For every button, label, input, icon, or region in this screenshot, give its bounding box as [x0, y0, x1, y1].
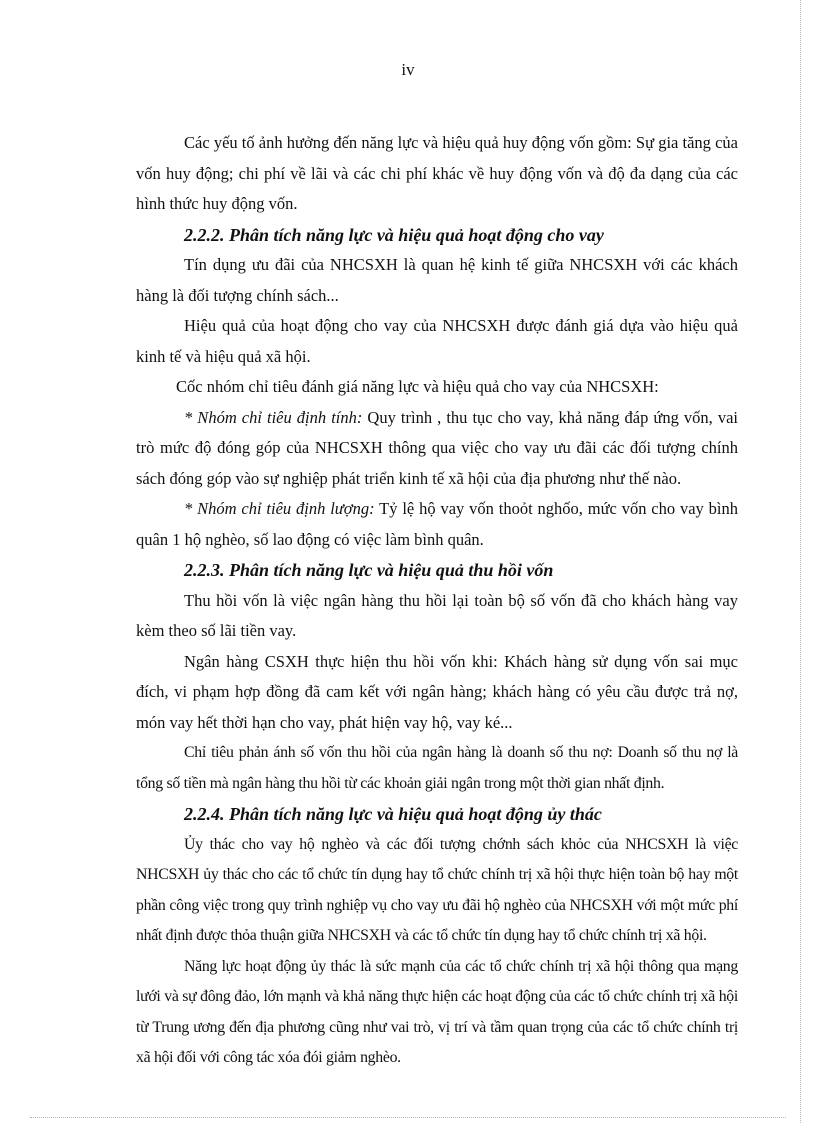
paragraph-entrustment-definition: Ủy thác cho vay hộ nghèo và các đối tượng chớnh sách khỏc của NHCSXH là việc NHCSXH ủy thác cho các tổ chức tín dụng hay tổ chức chính trị xã hội thực hiện toàn bộ hay một phần công việc trong quy trình nghiệp vụ cho vay ưu đãi hộ nghèo của NHCSXH với một mức phí nhất định được thỏa thuận giữa NHCSXH và các tổ chức tín dụng hay tổ chức chính trị xã hội. — [136, 835, 738, 944]
qualitative-text: Quy trình , thu tục cho vay, khả năng đáp ứng vốn, vai trò mức độ đóng góp của NHCSXH thông qua việc cho vay ưu đãi các đối tượng chính sách đóng góp vào sự nghiệp phát triển kinh tế xã hội của địa phương như thế nào. — [136, 407, 738, 488]
paragraph-quantitative-indicators — [136, 494, 738, 555]
paragraph-indicator-groups: Cốc nhóm chỉ tiêu đánh giá năng lực và hiệu quả cho vay của NHCSXH: — [176, 377, 659, 396]
paragraph-recovery-conditions: Ngân hàng CSXH thực hiện thu hồi vốn khi: Khách hàng sử dụng vốn sai mục đích, vi phạm hợp đồng đã cam kết với ngân hàng; khách hàng có yêu cầu được trả nợ, món vay hết thời hạn cho vay, phát hiện vay hộ, vay ké... — [136, 651, 738, 732]
page-right-border — [800, 0, 801, 1123]
document-body — [136, 128, 738, 1074]
page-bottom-border — [30, 1117, 786, 1118]
quantitative-label: * Nhóm chỉ tiêu định lượng: — [184, 499, 375, 518]
section-heading-2-2-2: 2.2.2. Phân tích năng lực và hiệu quả hoạt động cho vay — [184, 224, 604, 245]
paragraph-recovery-indicator: Chỉ tiêu phản ánh số vốn thu hồi của ngân hàng là doanh số thu nợ: Doanh số thu nợ là tổng số tiền mà ngân hàng thu hồi từ các khoản giải ngân trong một thời gian nhất định. — [136, 744, 738, 792]
paragraph-funding-factors: Các yếu tố ảnh hưởng đến năng lực và hiệu quả huy động vốn gồm: Sự gia tăng của vốn huy động; chi phí về lãi và các chi phí khác về huy động vốn và độ đa dạng của các hình thức huy động vốn. — [136, 133, 738, 213]
paragraph-qualitative-indicators — [136, 403, 738, 495]
quantitative-text: Tỷ lệ hộ vay vốn thoỏt nghốo, mức vốn cho vay bình quân 1 hộ nghèo, số lao động có việc làm bình quân. — [136, 499, 738, 549]
qualitative-label: * Nhóm chỉ tiêu định tính: — [184, 407, 363, 427]
paragraph-lending-efficiency: Hiệu quả của hoạt động cho vay của NHCSXH được đánh giá dựa vào hiệu quả kinh tế và hiệu quả xã hội. — [136, 316, 738, 366]
page-number: iv — [401, 60, 415, 79]
paragraph-entrustment-capacity: Năng lực hoạt động ủy thác là sức mạnh của các tổ chức chính trị xã hội thông qua mạng lưới và sự đông đảo, lớn mạnh và khả năng thực hiện các hoạt động của các tổ chức chính trị xã hội từ Trung ương đến địa phương cũng như vai trò, vị trí và tầm quan trọng của các tổ chức chính trị xã hội đối với công tác xóa đói giảm nghèo. — [136, 957, 738, 1066]
section-heading-2-2-4: 2.2.4. Phân tích năng lực và hiệu quả hoạt động ủy thác — [184, 804, 602, 824]
paragraph-preferential-credit: Tín dụng ưu đãi của NHCSXH là quan hệ kinh tế giữa NHCSXH với các khách hàng là đối tượng chính sách... — [136, 255, 738, 305]
section-heading-2-2-3: 2.2.3. Phân tích năng lực và hiệu quả thu hồi vốn — [184, 560, 554, 580]
paragraph-recovery-definition: Thu hồi vốn là việc ngân hàng thu hồi lại toàn bộ số vốn đã cho khách hàng vay kèm theo số lãi tiền vay. — [136, 590, 738, 640]
